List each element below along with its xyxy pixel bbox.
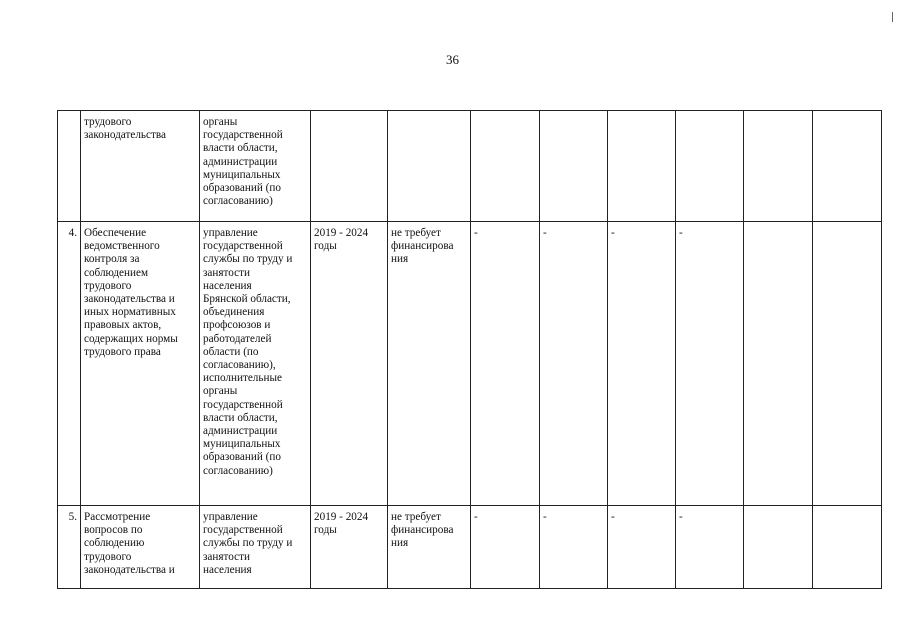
measure-cell: Рассмотрение вопросов по соблюдению трудового законодательства и <box>81 506 200 589</box>
value-cell <box>540 111 608 222</box>
value-cell: - <box>608 222 676 506</box>
value-cell <box>744 506 813 589</box>
term-cell <box>311 111 388 222</box>
value-cell: - <box>676 222 744 506</box>
value-cell: - <box>540 222 608 506</box>
value-cell <box>813 222 882 506</box>
value-cell <box>471 111 540 222</box>
page-number: 36 <box>446 52 459 67</box>
term-cell: 2019 - 2024 годы <box>311 506 388 589</box>
value-cell: - <box>540 506 608 589</box>
table-row <box>58 111 882 222</box>
funding-cell <box>388 111 471 222</box>
measure-cell: Обеспечение ведомственного контроля за соблюдением трудового законодательства и иных нормативных правовых актов, содержащих нормы трудового права <box>81 222 200 506</box>
value-cell: - <box>471 222 540 506</box>
value-cell: - <box>676 506 744 589</box>
executor-cell: органы государственной власти области, администрации муниципальных образований (по согласованию) <box>200 111 311 222</box>
value-cell <box>676 111 744 222</box>
term-cell: 2019 - 2024 годы <box>311 222 388 506</box>
measure-cell: трудового законодательства <box>81 111 200 222</box>
row-number: 5. <box>58 506 81 589</box>
scan-edge-mark <box>892 12 893 22</box>
funding-cell: не требует финансирова ния <box>388 222 471 506</box>
value-cell <box>608 111 676 222</box>
value-cell <box>744 111 813 222</box>
funding-cell: не требует финансирова ния <box>388 506 471 589</box>
measures-table <box>57 110 882 589</box>
value-cell <box>744 222 813 506</box>
value-cell: - <box>608 506 676 589</box>
value-cell <box>813 506 882 589</box>
value-cell <box>813 111 882 222</box>
row-number <box>58 111 81 222</box>
executor-cell: управление государственной службы по труду и занятости населения <box>200 506 311 589</box>
value-cell: - <box>471 506 540 589</box>
executor-cell: управление государственной службы по труду и занятости населения Брянской области, объединения профсоюзов и работодателей области (по согласованию), исполнительные органы государственной власти области, администрации муниципальных образований (по согласованию) <box>200 222 311 506</box>
table-row <box>58 222 882 506</box>
row-number: 4. <box>58 222 81 506</box>
table-row <box>58 506 882 589</box>
